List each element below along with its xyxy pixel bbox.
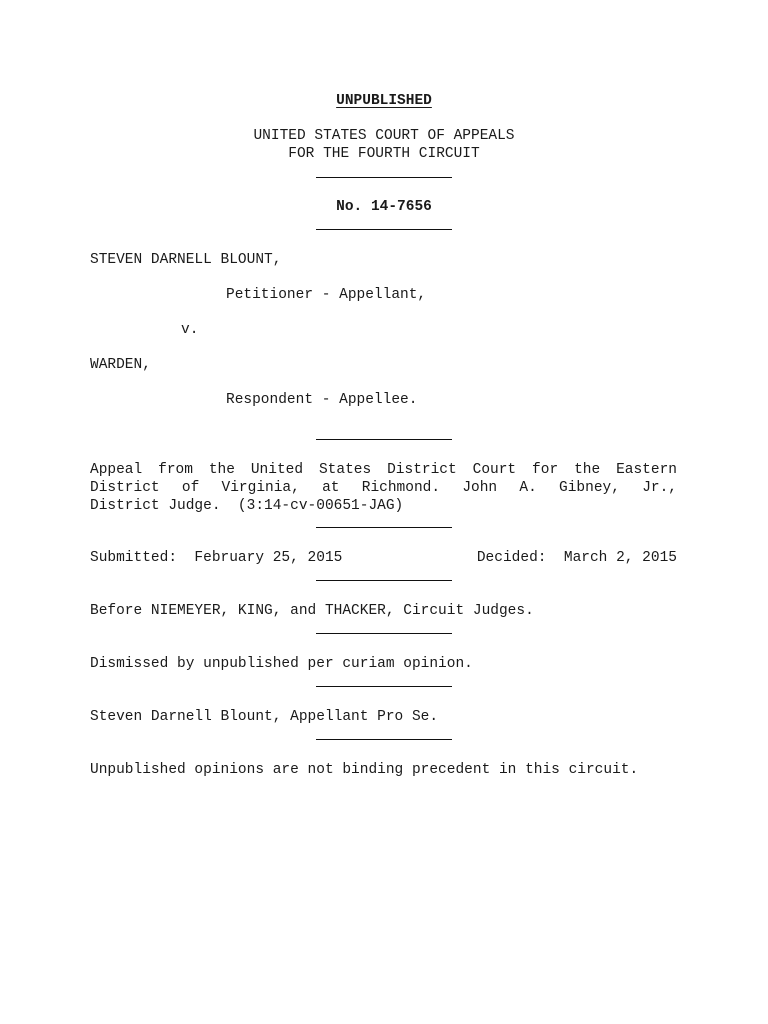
appeal-line-2: District of Virginia, at Richmond. John A. Gibney, Jr.,	[90, 480, 677, 496]
petitioner-name: STEVEN DARNELL BLOUNT,	[90, 252, 282, 268]
divider-rule	[316, 229, 452, 230]
counsel: Steven Darnell Blount, Appellant Pro Se.	[90, 709, 439, 725]
court-name-line-1: UNITED STATES COURT OF APPEALS	[253, 128, 515, 144]
case-number: No. 14-7656	[336, 199, 432, 215]
unpublished-heading: UNPUBLISHED	[336, 93, 432, 109]
panel-judges: Before NIEMEYER, KING, and THACKER, Circuit Judges.	[90, 603, 534, 619]
divider-rule	[316, 633, 452, 634]
divider-rule	[316, 527, 452, 528]
dates-row	[90, 549, 677, 567]
divider-rule	[316, 580, 452, 581]
divider-rule	[316, 439, 452, 440]
appeal-line-3: District Judge. (3:14-cv-00651-JAG)	[90, 498, 404, 514]
divider-rule	[316, 686, 452, 687]
submitted-date: Submitted: February 25, 2015	[90, 550, 343, 566]
petitioner-role: Petitioner - Appellant,	[226, 287, 427, 303]
versus: v.	[181, 322, 199, 338]
respondent-name: WARDEN,	[90, 357, 151, 373]
decided-date: Decided: March 2, 2015	[476, 550, 677, 566]
divider-rule	[316, 739, 452, 740]
appeal-line-1: Appeal from the United States District Court for the Eastern	[90, 462, 677, 478]
divider-rule	[316, 177, 452, 178]
court-name-line-2: FOR THE FOURTH CIRCUIT	[288, 146, 480, 162]
disposition: Dismissed by unpublished per curiam opinion.	[90, 656, 473, 672]
precedent-notice: Unpublished opinions are not binding precedent in this circuit.	[90, 762, 639, 778]
respondent-role: Respondent - Appellee.	[226, 392, 418, 408]
